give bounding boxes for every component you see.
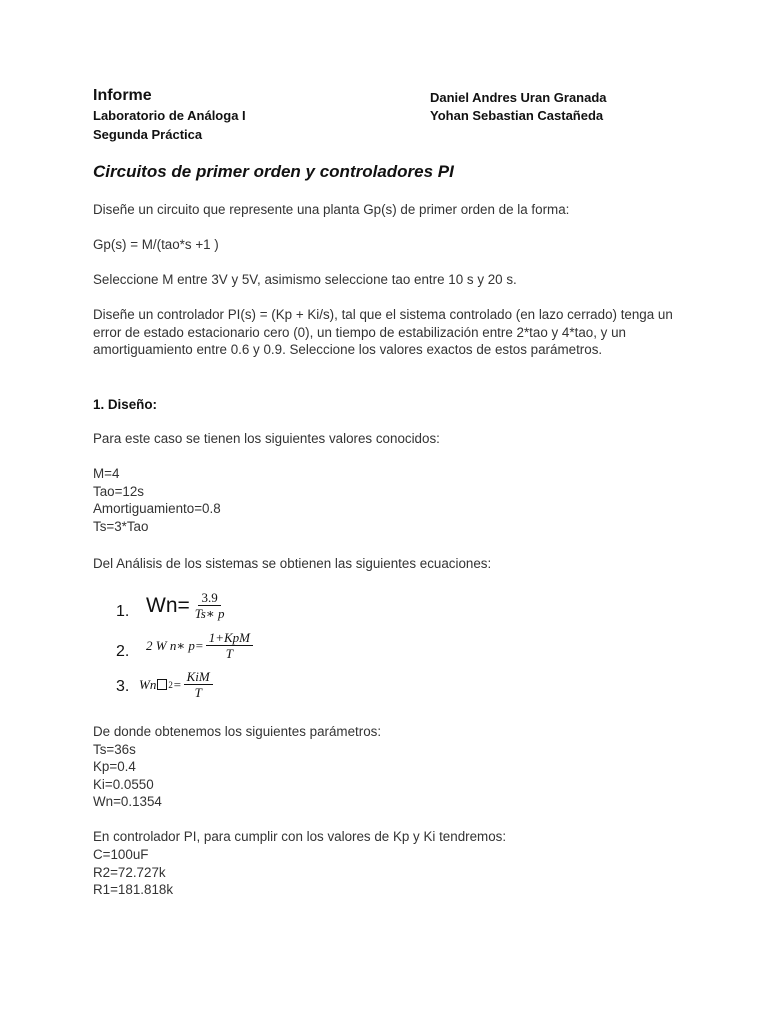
author-2: Yohan Sebastian Castañeda [430, 108, 604, 123]
component-value: R1=181.818k [93, 882, 174, 897]
equation-body [146, 630, 253, 661]
equation-fraction [184, 669, 213, 700]
equation-fraction [192, 590, 228, 621]
parameter-value: Wn=0.1354 [93, 794, 162, 809]
parameter-value: Ts=36s [93, 742, 136, 757]
equation-exponent: 2 [168, 679, 173, 690]
equation-body [139, 669, 213, 700]
paragraph-components: En controlador PI, para cumplir con los valores de Kp y Ki tendremos: [93, 829, 507, 844]
fraction-denominator: Ts∗ p [194, 606, 225, 621]
paragraph-equations: Del Análisis de los sistemas se obtienen las siguientes ecuaciones: [93, 556, 492, 571]
paragraph-intro: Diseñe un circuito que represente una planta Gp(s) de primer orden de la forma: [93, 202, 570, 217]
parameter-value: Ki=0.0550 [93, 777, 154, 792]
paragraph-select: Seleccione M entre 3V y 5V, asimismo seleccione tao entre 10 s y 20 s. [93, 272, 517, 287]
placeholder-box-icon [157, 679, 167, 690]
equation-lhs: 2 W n∗ p= [146, 637, 204, 653]
fraction-numerator: KiM [184, 669, 213, 685]
section-heading-design: 1. Diseño: [93, 397, 157, 412]
plant-formula: Gp(s) = M/(tao*s +1 ) [93, 237, 219, 252]
header-row-3 [93, 127, 708, 145]
equation-lhs: Wn [139, 676, 157, 692]
equation-lhs: Wn= [146, 593, 190, 617]
parameter-value: Kp=0.4 [93, 759, 136, 774]
equation-fraction [206, 630, 253, 661]
lab-name: Laboratorio de Análoga I [93, 108, 246, 123]
known-value: Ts=3*Tao [93, 519, 149, 534]
component-value: R2=72.727k [93, 865, 166, 880]
author-1: Daniel Andres Uran Granada [430, 90, 607, 105]
practice-name: Segunda Práctica [93, 127, 203, 142]
equation-number: 2. [116, 643, 130, 660]
known-value: Tao=12s [93, 484, 144, 499]
paragraph-params: De donde obtenemos los siguientes parámetros: [93, 724, 382, 739]
report-label: Informe [93, 87, 152, 104]
paragraph-known: Para este caso se tienen los siguientes valores conocidos: [93, 431, 440, 446]
equation-number: 3. [116, 678, 130, 695]
known-value: Amortiguamiento=0.8 [93, 501, 221, 516]
fraction-denominator: T [225, 646, 233, 661]
equation-body [146, 590, 227, 621]
header-row-1 [93, 87, 708, 109]
fraction-numerator: 3.9 [198, 590, 220, 606]
equation-number: 1. [116, 603, 130, 620]
fraction-numerator: 1+KpM [206, 630, 253, 646]
component-value: C=100uF [93, 847, 149, 862]
fraction-denominator: T [194, 685, 202, 700]
document-title: Circuitos de primer orden y controladores PI [93, 162, 454, 181]
paragraph-controller: Diseñe un controlador PI(s) = (Kp + Ki/s), tal que el sistema controlado (en lazo cerrado) tenga un error de estado estacionario cero (0), un tiempo de estabilización entre 2*tao y 4*tao, y un amortiguamiento entre 0.6 y 0.9. Seleccione los valores exactos de estos parámetros. [93, 307, 673, 357]
known-value: M=4 [93, 466, 120, 481]
equation-equals: = [172, 676, 182, 692]
header-row-2 [93, 108, 708, 126]
